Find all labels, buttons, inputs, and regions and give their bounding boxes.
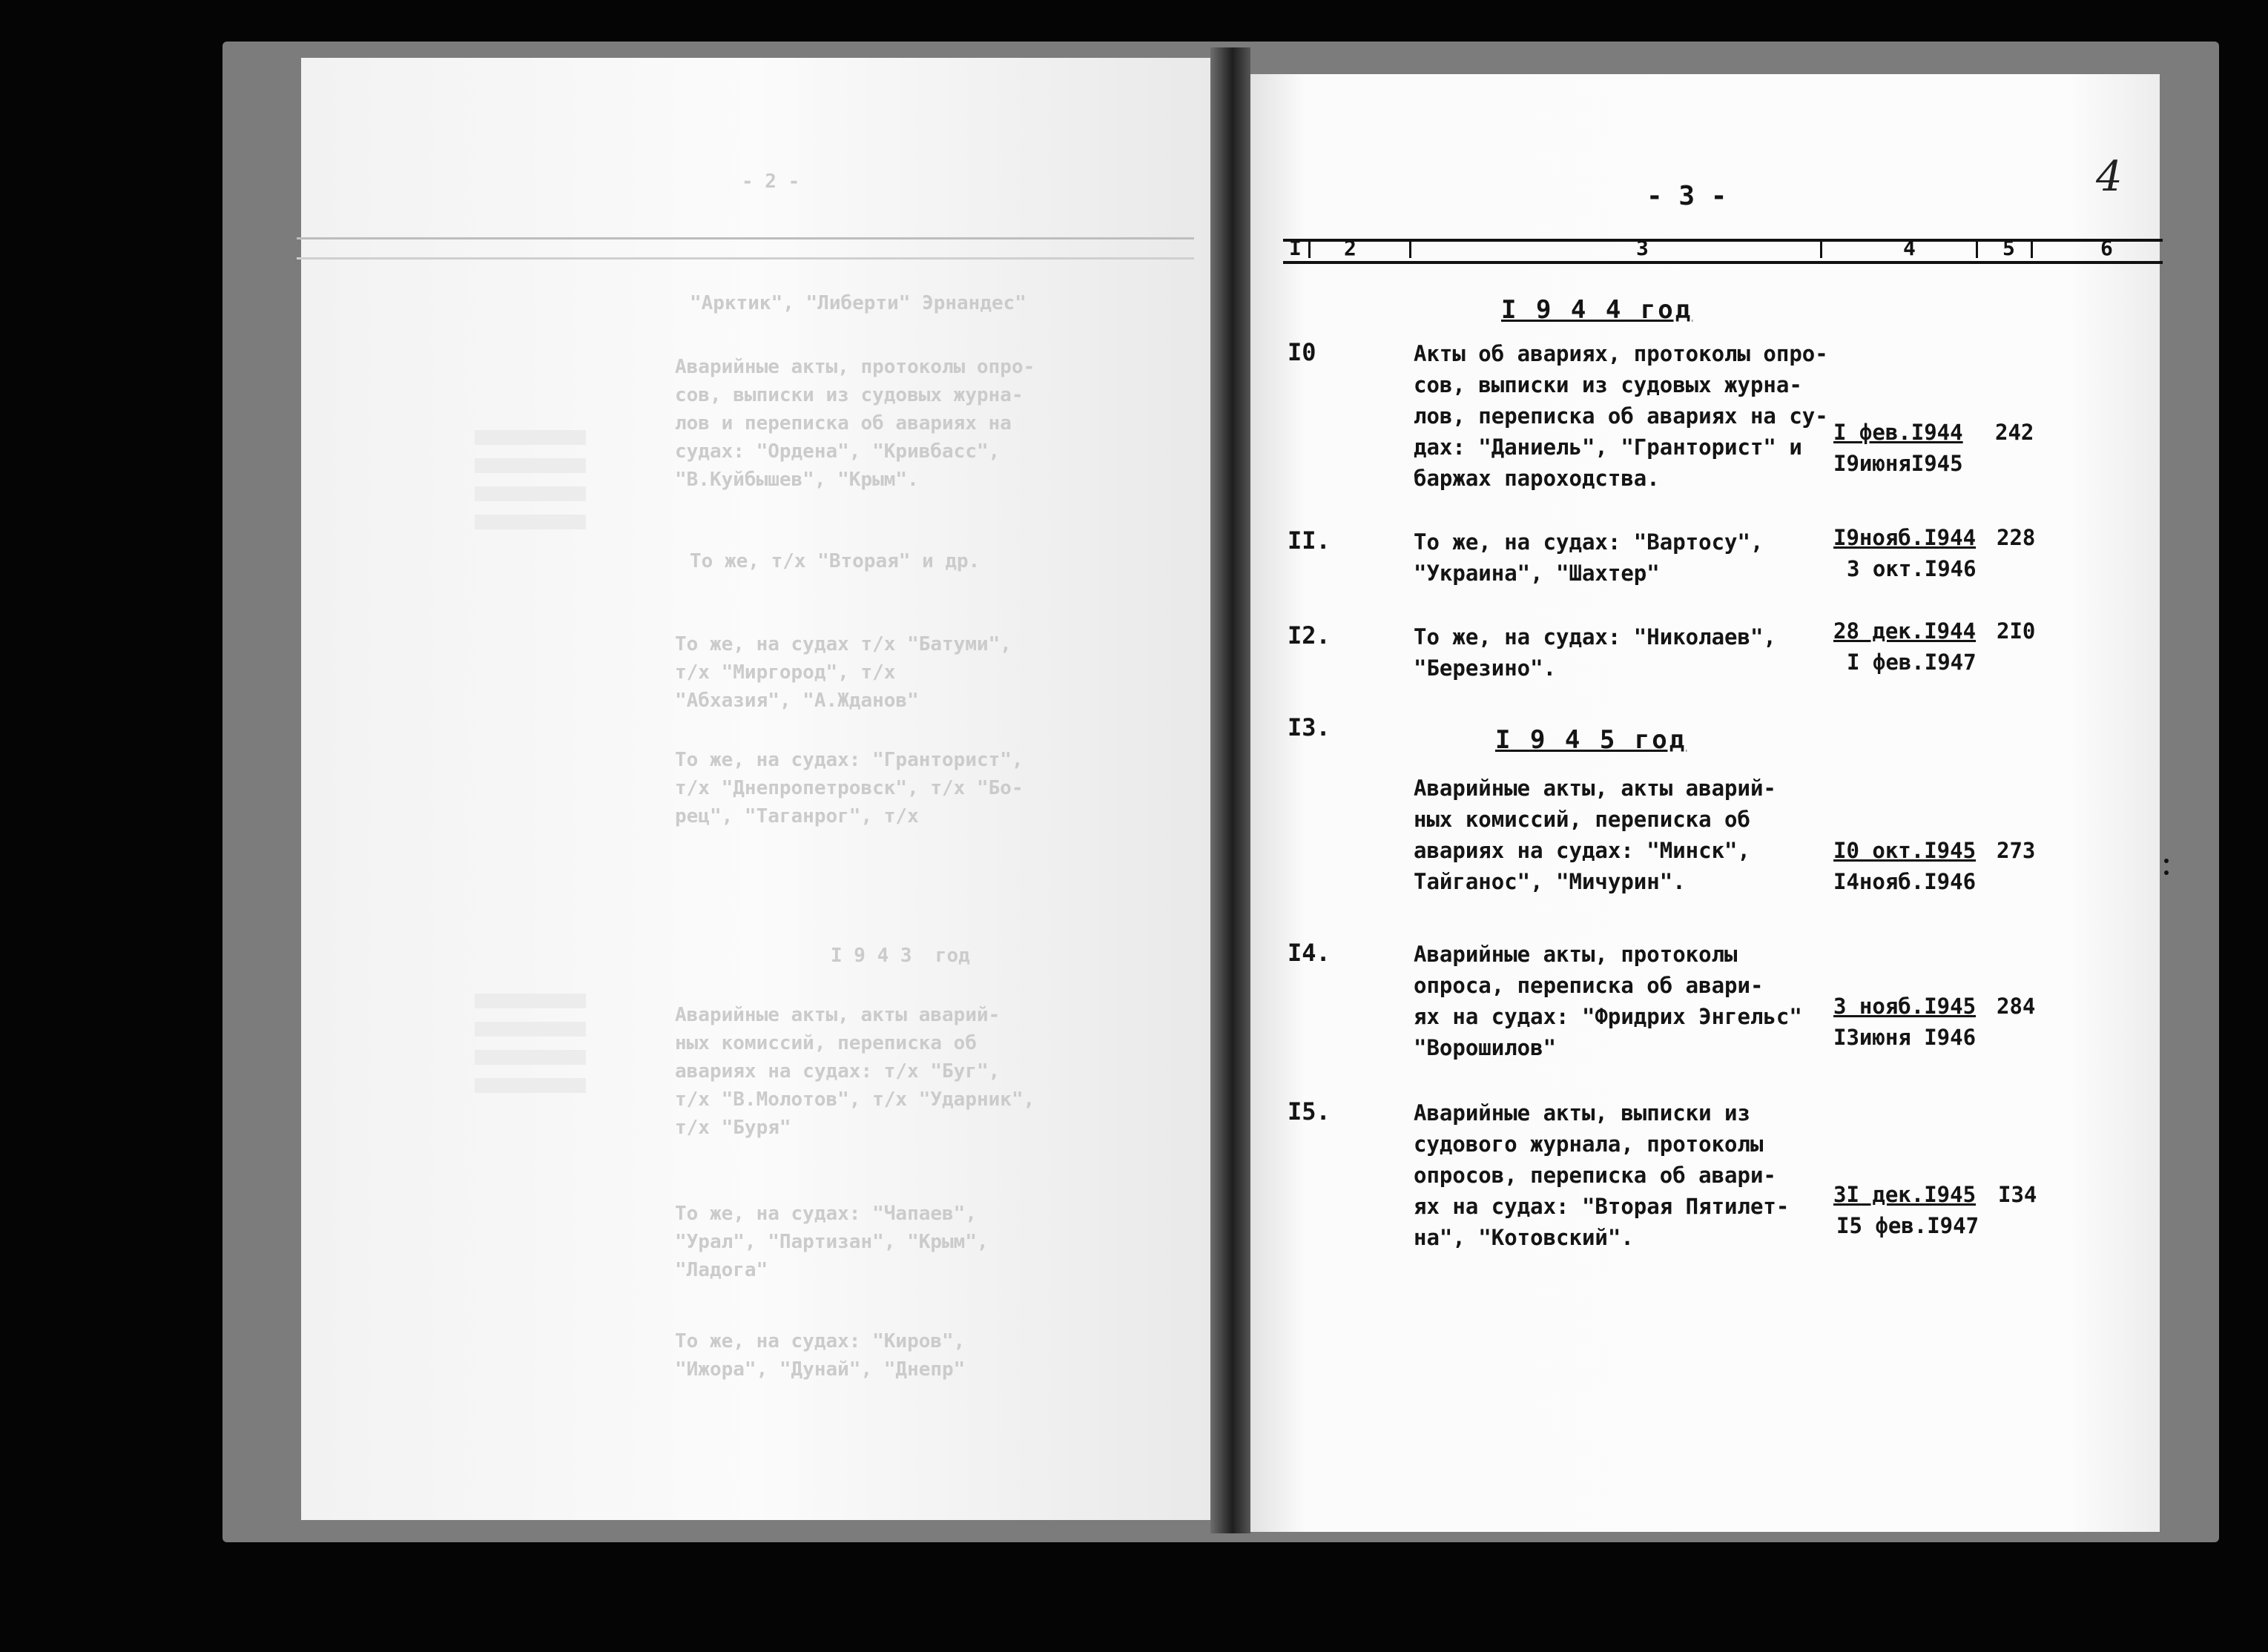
left-ghost-line: Аварийные акты, акты аварий- bbox=[675, 1004, 1001, 1026]
left-ghost-line: т/х "Днепропетровск", т/х "Бо- bbox=[675, 777, 1023, 799]
left-ghost-line: "Абхазия", "А.Жданов" bbox=[675, 690, 919, 712]
entry-description: Акты об авариях, протоколы опро- сов, выписки из судовых журна- лов, переписка об авариях на су- дах: "Даниель", "Гранторист" и баржах пароходства. bbox=[1414, 341, 1828, 491]
entry-start-date: I0 окт.I945 bbox=[1833, 838, 1977, 863]
book-gutter bbox=[1210, 47, 1250, 1533]
left-ghost-line: То же, т/х "Вторая" и др. bbox=[690, 550, 980, 572]
left-ghost-line: "Арктик", "Либерти" Эрнандес" bbox=[690, 292, 1026, 314]
entry-end-date: I4нояб.I946 bbox=[1833, 869, 1977, 894]
entry-sheet-count: I34 bbox=[1998, 1182, 2037, 1207]
entry-description: То же, на судах: "Вартосу", "Украина", "Шахтер" bbox=[1414, 529, 1764, 586]
column-divider bbox=[1976, 239, 1978, 258]
left-ghost-line: "Урал", "Партизан", "Крым", bbox=[675, 1231, 989, 1253]
left-ghost-line: То же, на судах: "Чапаев", bbox=[675, 1203, 977, 1225]
left-ghost-line: "В.Куйбышев", "Крым". bbox=[675, 469, 919, 491]
entry-sheet-count: 228 bbox=[1997, 525, 2036, 550]
entry-sheet-count: 242 bbox=[1995, 420, 2034, 445]
entry-description: Аварийные акты, выписки из судового журнала, протоколы опросов, переписка об авари- ях на судах: "Вторая Пятилет- на", "Котовский". bbox=[1414, 1100, 1790, 1250]
entry-number: II. bbox=[1288, 526, 1331, 555]
column-number: 4 bbox=[1903, 236, 1916, 260]
left-ghost-dates bbox=[475, 994, 586, 1105]
left-ghost-line: Аварийные акты, протоколы опро- bbox=[675, 356, 1035, 378]
left-ghost-line: судах: "Ордена", "Кривбасс", bbox=[675, 440, 1001, 463]
column-divider bbox=[1409, 239, 1411, 258]
entry-number: I4. bbox=[1288, 939, 1331, 967]
left-ghost-line: лов и переписка об авариях на bbox=[675, 412, 1012, 435]
left-ghost-line: т/х "Миргород", т/х bbox=[675, 661, 896, 684]
column-number: 6 bbox=[2100, 236, 2113, 260]
left-header-rule bbox=[297, 237, 1194, 260]
left-ghost-line: ных комиссий, переписка об bbox=[675, 1032, 977, 1054]
entry-description: Аварийные акты, акты аварий- ных комиссий, переписка об авариях на судах: "Минск", Тайганос", "Мичурин". bbox=[1414, 776, 1776, 894]
edge-mark bbox=[2164, 859, 2169, 863]
page-number: - 3 - bbox=[1646, 181, 1727, 211]
left-ghost-line: рец", "Таганрог", т/х bbox=[675, 805, 919, 827]
entry-start-date: 3 нояб.I945 bbox=[1833, 994, 1977, 1019]
column-number: I bbox=[1289, 236, 1302, 260]
left-ghost-year: I 9 4 3 год bbox=[831, 945, 970, 967]
entry-number: I3. bbox=[1288, 713, 1331, 741]
left-ghost-line: авариях на судах: т/х "Буг", bbox=[675, 1060, 1001, 1083]
entry-start-date: 28 дек.I944 bbox=[1833, 618, 1977, 644]
column-number: 3 bbox=[1636, 236, 1649, 260]
column-divider bbox=[1820, 239, 1822, 258]
entry-start-date: I фев.I944 bbox=[1833, 420, 1963, 445]
section-year-heading: I 9 4 5 год bbox=[1495, 725, 1687, 755]
entry-description: То же, на судах: "Николаев", "Березино". bbox=[1414, 624, 1776, 681]
entry-number: I2. bbox=[1288, 621, 1331, 650]
section-year-heading: I 9 4 4 год bbox=[1501, 295, 1693, 325]
entry-end-date: I5 фев.I947 bbox=[1836, 1213, 1979, 1238]
left-ghost-line: То же, на судах т/х "Батуми", bbox=[675, 633, 1012, 655]
entry-end-date: I3июня I946 bbox=[1833, 1025, 1977, 1050]
left-ghost-line: сов, выписки из судовых журна- bbox=[675, 384, 1023, 406]
column-number: 5 bbox=[2002, 236, 2015, 260]
column-divider bbox=[2031, 239, 2033, 258]
entry-sheet-count: 273 bbox=[1997, 838, 2036, 863]
entry-sheet-count: 2I0 bbox=[1997, 618, 2036, 644]
left-page-number: - 2 - bbox=[742, 171, 800, 193]
left-ghost-dates bbox=[475, 430, 586, 541]
entry-start-date: 3I дек.I945 bbox=[1833, 1182, 1977, 1207]
entry-end-date: I фев.I947 bbox=[1847, 650, 1977, 675]
column-number: 2 bbox=[1344, 236, 1356, 260]
left-ghost-line: "Ладога" bbox=[675, 1259, 768, 1281]
entry-number: I5. bbox=[1288, 1097, 1331, 1126]
left-ghost-line: "Ижора", "Дунай", "Днепр" bbox=[675, 1358, 966, 1381]
pencil-folio-number: 4 bbox=[2096, 153, 2123, 201]
entry-end-date: I9июняI945 bbox=[1833, 451, 1963, 476]
entry-end-date: 3 окт.I946 bbox=[1847, 556, 1977, 581]
entry-description: Аварийные акты, протоколы опроса, переписка об авари- ях на судах: "Фридрих Энгельс" "Ворошилов" bbox=[1414, 942, 1802, 1060]
column-divider bbox=[1308, 239, 1311, 258]
left-ghost-line: т/х "В.Молотов", т/х "Ударник", bbox=[675, 1088, 1035, 1111]
entry-number: I0 bbox=[1288, 338, 1316, 366]
entry-sheet-count: 284 bbox=[1997, 994, 2036, 1019]
left-ghost-line: То же, на судах: "Киров", bbox=[675, 1330, 966, 1352]
left-ghost-line: То же, на судах: "Гранторист", bbox=[675, 749, 1023, 771]
entry-start-date: I9нояб.I944 bbox=[1833, 525, 1977, 550]
left-ghost-line: т/х "Буря" bbox=[675, 1117, 791, 1139]
edge-mark bbox=[2164, 870, 2169, 875]
